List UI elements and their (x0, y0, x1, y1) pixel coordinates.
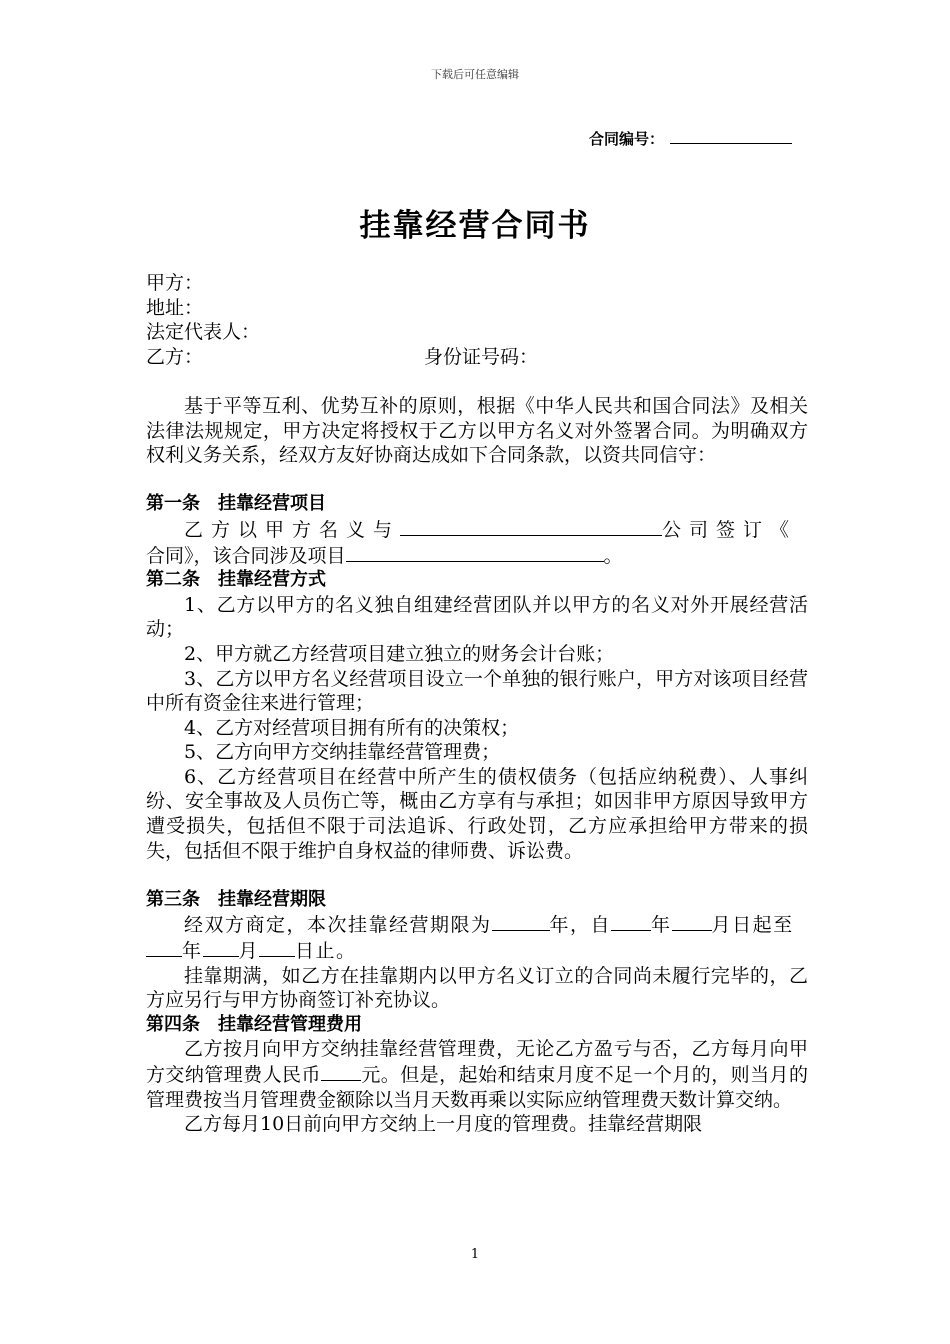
article-2-item-3: 3、乙方以甲方名义经营项目设立一个单独的银行账户，甲方对该项目经营中所有资金往来进行管理； (146, 667, 808, 715)
article-1-text-c: 合同》，该合同涉及项目 (146, 544, 346, 567)
term-text-e: 日起至 (732, 914, 794, 937)
term-text-d: 月 (711, 914, 733, 937)
spacer (146, 468, 808, 493)
article-4-heading: 第四条 挂靠经营管理费用 (146, 1013, 362, 1035)
contract-number (589, 128, 792, 149)
end-month-blank (203, 938, 239, 957)
header-note: 下载后可任意编辑 (431, 68, 519, 81)
party-b-line (146, 345, 808, 370)
fee-text-b: 元。但是，起始和结束月度不足一个月的，则当月的管理费按当月管理费金额除以当月天数再乘以实际应纳管理费天数计算交纳。 (146, 1064, 808, 1111)
article-2-item-2: 2、甲方就乙方经营项目建立独立的财务会计台账； (184, 642, 615, 665)
start-year-blank (611, 912, 651, 931)
party-a-line: 甲方： (146, 272, 204, 294)
article-3-paragraph-1 (146, 912, 808, 963)
end-day-blank (259, 938, 295, 957)
article-3-heading: 第三条 挂靠经营期限 (146, 888, 326, 910)
article-2-heading: 第二条 挂靠经营方式 (146, 569, 326, 591)
address-line: 地址： (146, 296, 204, 319)
article-2-item-4: 4、乙方对经营项目拥有所有的决策权； (184, 716, 520, 739)
article-2-item-5: 5、乙方向甲方交纳挂靠经营管理费； (184, 741, 501, 764)
article-4-paragraph-1 (146, 1037, 808, 1112)
term-text-c: 年 (651, 914, 672, 937)
years-blank (492, 912, 550, 931)
document-title: 挂靠经营合同书 (359, 208, 591, 244)
project-blank (346, 543, 604, 562)
term-text-g: 月 (238, 940, 260, 963)
spacer (146, 369, 808, 394)
article-4-paragraph-2: 乙方每月10日前向甲方交纳上一月度的管理费。挂靠经营期限 (184, 1113, 703, 1136)
term-text-f: 年 (182, 940, 203, 963)
article-1-text-b: 公司签订《 (662, 518, 798, 541)
id-number-label: 身份证号码： (424, 345, 539, 368)
article-2-item-6: 6、乙方经营项目在经营中所产生的债权债务（包括应纳税费）、人事纠纷、安全事故及人员伤亡等，概由乙方享有与承担；如因非甲方原因导致甲方遭受损失，包括但不限于司法追诉、行政处罚，乙方应承担给甲方带来的损失，包括但不限于维护自身权益的律师费、诉讼费。 (146, 765, 808, 862)
contract-number-blank (670, 129, 792, 144)
term-text-a: 经双方商定，本次挂靠经营期限为 (184, 914, 492, 937)
article-1-text-d: 。 (603, 544, 623, 567)
legal-rep-line: 法定代表人： (146, 321, 261, 344)
article-1-heading: 第一条 挂靠经营项目 (146, 493, 326, 515)
article-2-item-1: 1、乙方以甲方的名义独自组建经营团队并以甲方的名义对外开展经营活动； (146, 593, 808, 641)
page-number: 1 (470, 1247, 480, 1262)
spacer (146, 863, 808, 888)
start-month-blank (672, 912, 712, 931)
article-1-text-a: 乙方以甲方名义与 (184, 518, 401, 541)
document-body (146, 271, 808, 1137)
article-1-line-2 (146, 543, 808, 569)
contract-number-label: 合同编号： (589, 130, 665, 148)
company-blank (400, 517, 662, 536)
term-text-b: 年，自 (549, 914, 612, 937)
fee-amount-blank (321, 1062, 361, 1081)
term-text-h: 日止。 (295, 940, 357, 963)
article-3-paragraph-2: 挂靠期满，如乙方在挂靠期内以甲方名义订立的合同尚未履行完毕的，乙方应另行与甲方协商签订补充协议。 (146, 964, 808, 1012)
article-1-line-1 (146, 517, 808, 543)
party-b-label: 乙方： (146, 345, 204, 368)
end-year-blank (146, 938, 182, 957)
intro-paragraph: 基于平等互利、优势互补的原则，根据《中华人民共和国合同法》及相关法律法规规定，甲方决定将授权于乙方以甲方名义对外签署合同。为明确双方权利义务关系，经双方友好协商达成如下合同条款，以资共同信守： (146, 394, 808, 467)
fee-text-a: 乙方按月向甲方交纳挂靠经营管理费，无论乙方盈亏与否，乙方每月向甲方交纳管理费人民币 (146, 1038, 808, 1086)
